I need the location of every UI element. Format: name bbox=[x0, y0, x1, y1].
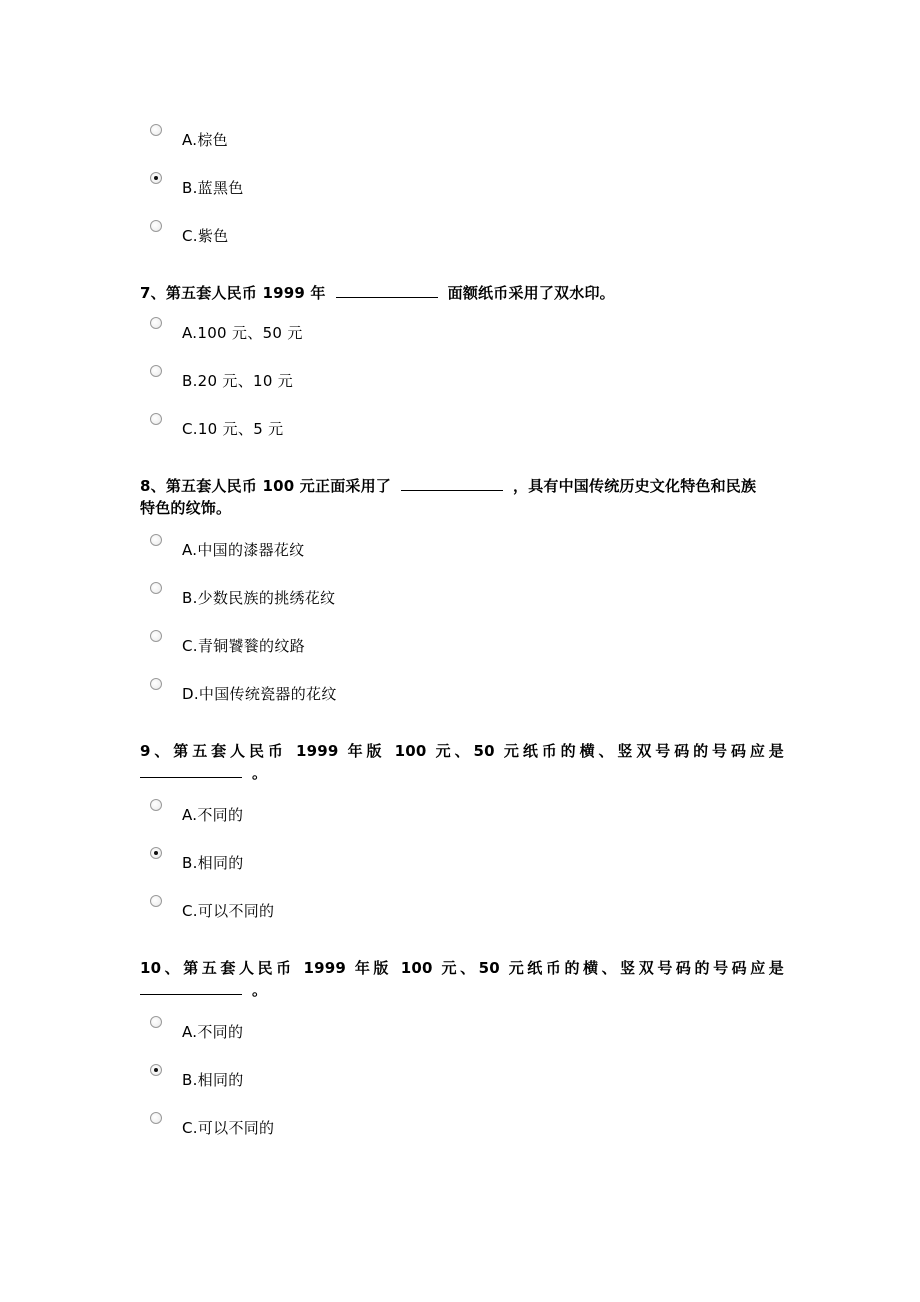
radio-button[interactable] bbox=[150, 534, 162, 546]
option-label: A.棕色 bbox=[182, 131, 228, 149]
question-9-end: 。 bbox=[252, 764, 268, 782]
option-label: B.相同的 bbox=[182, 1071, 244, 1089]
option-label: D.中国传统瓷器的花纹 bbox=[182, 685, 337, 703]
radio-button[interactable] bbox=[150, 678, 162, 690]
option-label: B.蓝黑色 bbox=[182, 179, 244, 197]
question-8-prefix: 8、第五套人民币 100 元正面采用了 bbox=[140, 477, 391, 495]
question-9-line-2 bbox=[140, 762, 784, 784]
question-7-prefix: 7、第五套人民币 1999 年 bbox=[140, 284, 326, 302]
question-10-end: 。 bbox=[252, 981, 268, 999]
question-9-line-1: 9、第五套人民币 1999 年版 100 元、50 元纸币的横、竖双号码的号码应是 bbox=[140, 742, 784, 760]
question-7-text bbox=[140, 282, 784, 304]
radio-button[interactable] bbox=[150, 1016, 162, 1028]
answer-blank bbox=[401, 476, 503, 491]
answer-blank bbox=[140, 980, 242, 995]
radio-button[interactable] bbox=[150, 1112, 162, 1124]
question-10-line-1: 10、第五套人民币 1999 年版 100 元、50 元纸币的横、竖双号码的号码应是 bbox=[140, 959, 784, 977]
radio-button[interactable] bbox=[150, 413, 162, 425]
question-8-line-2: 特色的纹饰。 bbox=[140, 499, 232, 517]
radio-button[interactable] bbox=[150, 799, 162, 811]
option-label: B.20 元、10 元 bbox=[182, 372, 294, 390]
option-label: A.不同的 bbox=[182, 1023, 244, 1041]
question-7-suffix: 面额纸币采用了双水印。 bbox=[447, 284, 615, 302]
option-label: C.可以不同的 bbox=[182, 902, 275, 920]
radio-button[interactable] bbox=[150, 630, 162, 642]
option-label: C.紫色 bbox=[182, 227, 229, 245]
answer-blank bbox=[336, 283, 438, 298]
radio-button[interactable] bbox=[150, 582, 162, 594]
radio-button[interactable] bbox=[150, 220, 162, 232]
question-8-line-1 bbox=[140, 475, 784, 497]
radio-button[interactable] bbox=[150, 172, 162, 184]
question-8-suffix: ，具有中国传统历史文化特色和民族 bbox=[513, 477, 757, 495]
question-10-text bbox=[140, 957, 784, 1001]
option-label: A.不同的 bbox=[182, 806, 244, 824]
option-label: A.100 元、50 元 bbox=[182, 324, 303, 342]
question-10-line-2 bbox=[140, 979, 784, 1001]
question-9-text bbox=[140, 740, 784, 784]
radio-button[interactable] bbox=[150, 365, 162, 377]
option-label: C.10 元、5 元 bbox=[182, 420, 284, 438]
option-label: A.中国的漆器花纹 bbox=[182, 541, 305, 559]
option-label: B.少数民族的挑绣花纹 bbox=[182, 589, 336, 607]
option-label: B.相同的 bbox=[182, 854, 244, 872]
radio-button[interactable] bbox=[150, 317, 162, 329]
radio-button[interactable] bbox=[150, 895, 162, 907]
answer-blank bbox=[140, 763, 242, 778]
radio-button[interactable] bbox=[150, 124, 162, 136]
radio-button[interactable] bbox=[150, 1064, 162, 1076]
option-label: C.可以不同的 bbox=[182, 1119, 275, 1137]
radio-button[interactable] bbox=[150, 847, 162, 859]
option-label: C.青铜饕餮的纹路 bbox=[182, 637, 305, 655]
question-8-text bbox=[140, 475, 784, 519]
